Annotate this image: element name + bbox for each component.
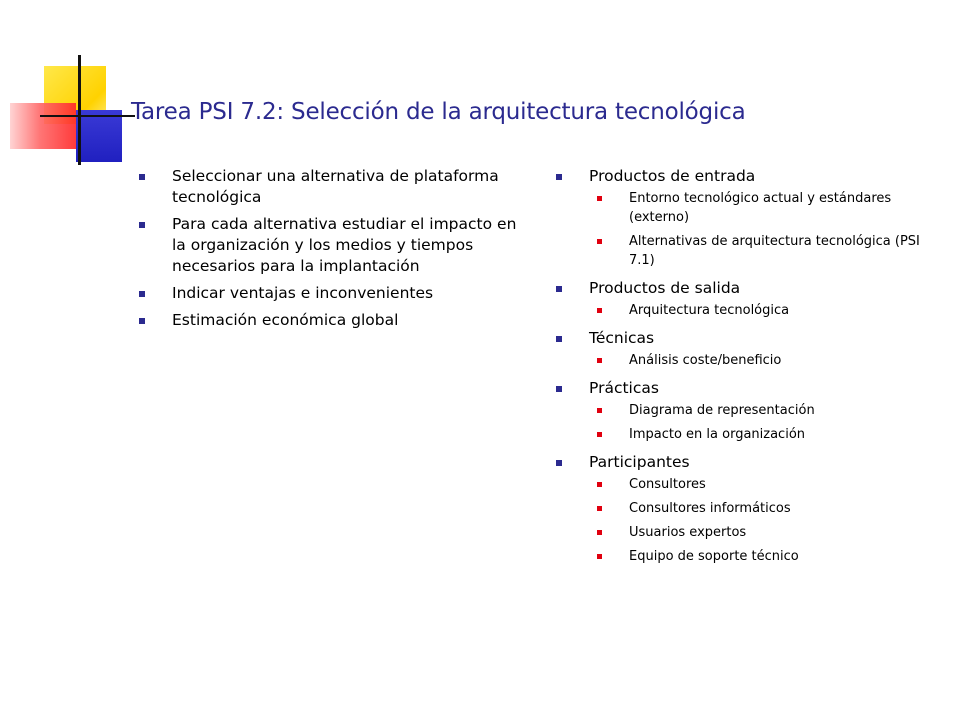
bullet-icon — [597, 408, 602, 413]
slide-title: Tarea PSI 7.2: Selección de la arquitectura tecnológica — [131, 99, 746, 125]
bullet-icon — [597, 530, 602, 535]
list-item-text: Seleccionar una alternativa de plataforma tecnológica — [172, 167, 499, 206]
sub-item-text: Arquitectura tecnológica — [629, 303, 790, 318]
blue-square-decoration — [76, 110, 122, 162]
red-square-decoration — [10, 103, 76, 149]
sub-item-text: Consultores — [629, 477, 706, 492]
bullet-icon — [556, 286, 562, 292]
sub-list — [589, 301, 935, 320]
sub-item-text: Alternativas de arquitectura tecnológica (PSI 7.1) — [629, 234, 920, 268]
bullet-icon — [597, 358, 602, 363]
bullet-icon — [597, 506, 602, 511]
group-tecnicas — [555, 328, 935, 370]
right-column — [555, 166, 935, 574]
list-item-text: Para cada alternativa estudiar el impacto en la organización y los medios y tiempos necesarios para la implantación — [172, 215, 517, 275]
sub-item-text: Entorno tecnológico actual y estándares (externo) — [629, 191, 892, 225]
sub-list-item — [589, 499, 935, 518]
bullet-icon — [597, 239, 602, 244]
sub-list — [589, 189, 935, 270]
group-label: Productos de salida — [589, 279, 741, 297]
vertical-line-decoration — [78, 55, 81, 165]
sub-item-text: Consultores informáticos — [629, 501, 791, 516]
sub-list-item — [589, 547, 935, 566]
bullet-icon — [139, 318, 145, 324]
slide-logo-decoration — [0, 0, 140, 175]
sub-list-item — [589, 475, 935, 494]
bullet-icon — [597, 196, 602, 201]
sub-item-text: Usuarios expertos — [629, 525, 747, 540]
group-practicas — [555, 378, 935, 444]
group-label: Participantes — [589, 453, 690, 471]
sub-item-text: Equipo de soporte técnico — [629, 549, 799, 564]
group-participantes — [555, 452, 935, 566]
sub-list-item — [589, 301, 935, 320]
list-item — [138, 283, 523, 304]
group-label: Técnicas — [589, 329, 655, 347]
bullet-icon — [556, 174, 562, 180]
left-column — [138, 166, 523, 337]
bullet-icon — [556, 460, 562, 466]
bullet-icon — [139, 291, 145, 297]
list-item-text: Estimación económica global — [172, 311, 399, 329]
group-productos-entrada — [555, 166, 935, 270]
group-productos-salida — [555, 278, 935, 320]
sub-list-item — [589, 425, 935, 444]
bullet-icon — [556, 386, 562, 392]
list-item-text: Indicar ventajas e inconvenientes — [172, 284, 434, 302]
bullet-icon — [597, 554, 602, 559]
sub-item-text: Diagrama de representación — [629, 403, 815, 418]
sub-list-item — [589, 401, 935, 420]
list-item — [138, 214, 523, 277]
horizontal-line-decoration — [40, 115, 135, 117]
sub-list-item — [589, 523, 935, 542]
sub-list-item — [589, 232, 935, 270]
list-item — [138, 166, 523, 208]
bullet-icon — [139, 222, 145, 228]
sub-list — [589, 475, 935, 566]
list-item — [138, 310, 523, 331]
sub-list-item — [589, 351, 935, 370]
bullet-icon — [556, 336, 562, 342]
sub-list — [589, 401, 935, 444]
bullet-icon — [597, 308, 602, 313]
bullet-icon — [597, 432, 602, 437]
group-label: Prácticas — [589, 379, 659, 397]
sub-list — [589, 351, 935, 370]
bullet-icon — [597, 482, 602, 487]
right-bullet-list — [555, 166, 935, 566]
sub-list-item — [589, 189, 935, 227]
sub-item-text: Impacto en la organización — [629, 427, 806, 442]
bullet-icon — [139, 174, 145, 180]
left-bullet-list — [138, 166, 523, 331]
group-label: Productos de entrada — [589, 167, 756, 185]
sub-item-text: Análisis coste/beneficio — [629, 353, 782, 368]
